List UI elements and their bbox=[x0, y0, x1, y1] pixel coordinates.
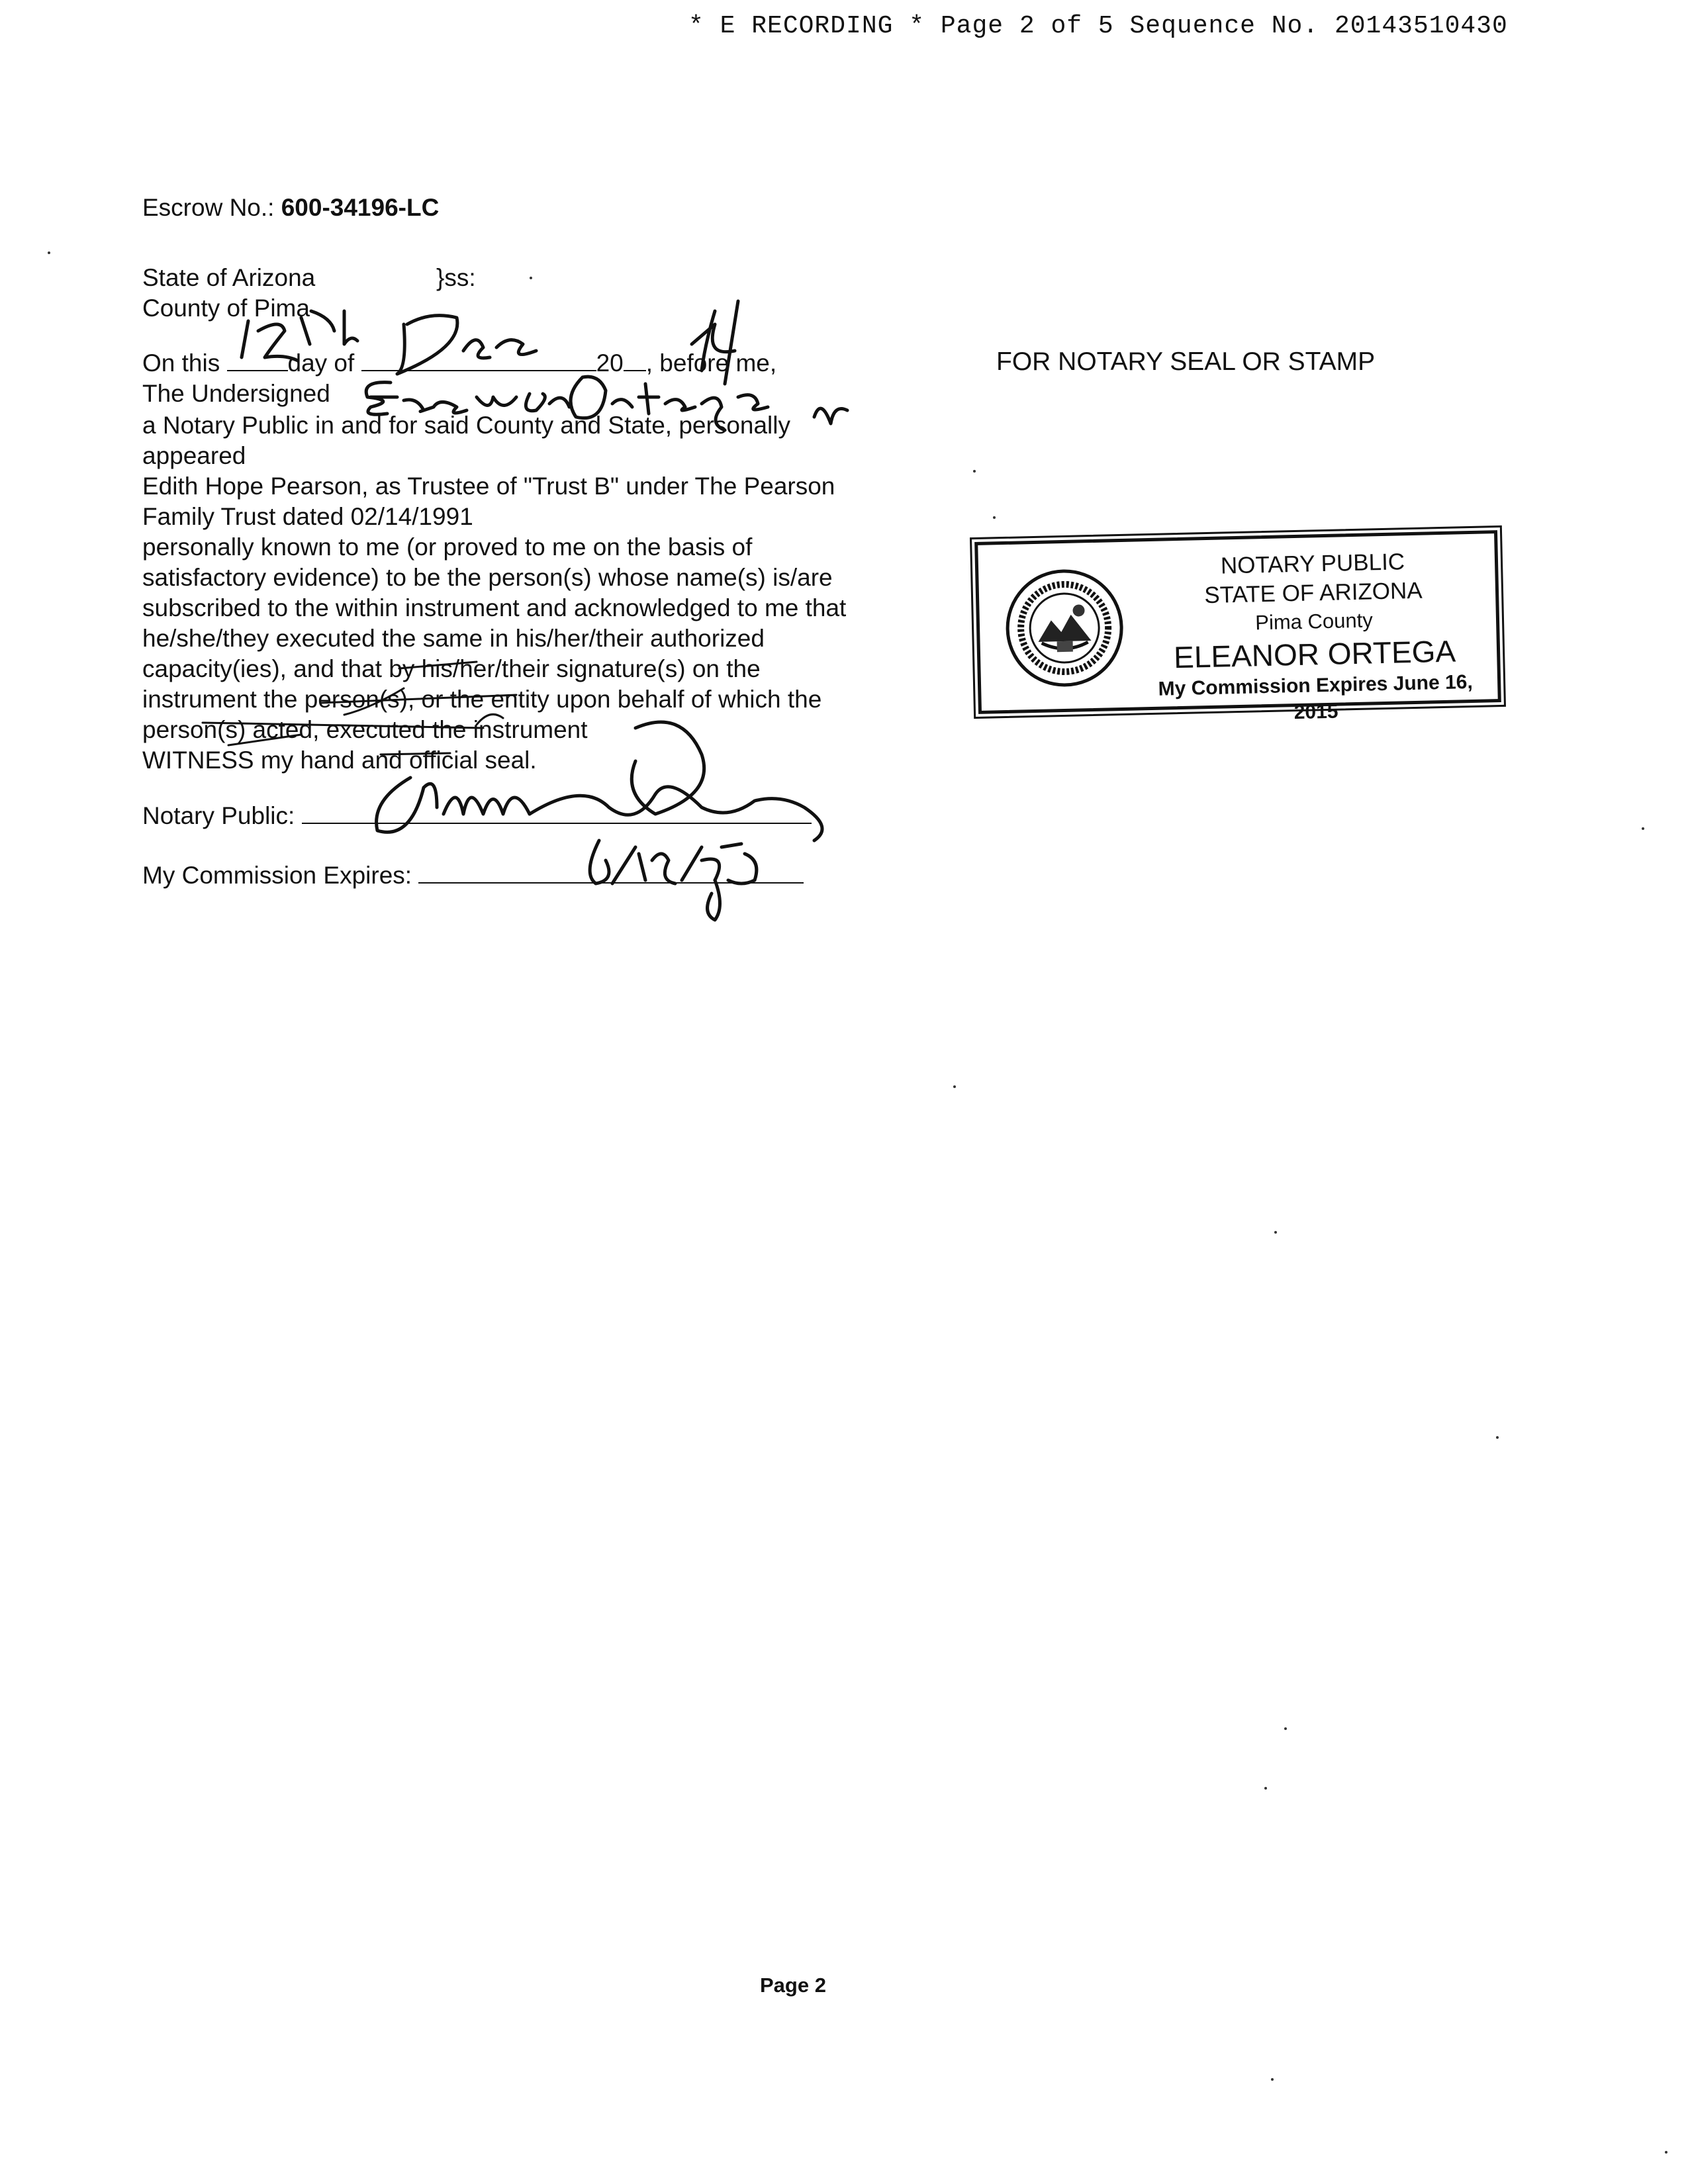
ack-line: satisfactory evidence) to be the person(s) whose name(s) is/are bbox=[142, 564, 833, 591]
stamp-text bbox=[1134, 545, 1495, 729]
ack-line: he/she/they executed the same in his/her/their authorized bbox=[142, 625, 765, 652]
scan-speck bbox=[48, 251, 50, 254]
ack-line: instrument the person(s), or the entity upon behalf of which the bbox=[142, 686, 822, 713]
notary-stamp bbox=[974, 530, 1501, 724]
scan-speck bbox=[1271, 2078, 1274, 2081]
scan-speck bbox=[530, 277, 532, 279]
commission-expires-line bbox=[142, 862, 804, 889]
notary-signature-line bbox=[142, 802, 812, 830]
venue-block bbox=[142, 263, 476, 324]
venue-state: State of Arizona bbox=[142, 264, 316, 291]
month-blank bbox=[361, 350, 596, 371]
acknowledgment-date-line bbox=[142, 349, 776, 377]
ack-line: person(s) acted, executed the instrument bbox=[142, 716, 588, 743]
great-seal-of-arizona-icon bbox=[1004, 567, 1125, 689]
ack-line: a Notary Public in and for said County and State, personally bbox=[142, 412, 791, 439]
day-blank bbox=[227, 350, 288, 371]
scan-speck bbox=[993, 516, 996, 519]
escrow-label: Escrow No.: bbox=[142, 194, 275, 221]
acknowledgment-text bbox=[142, 410, 923, 776]
signature-rule bbox=[302, 821, 812, 824]
escrow-number bbox=[142, 194, 439, 222]
ack-line: personally known to me (or proved to me on the basis of bbox=[142, 533, 753, 561]
on-this-label: On this bbox=[142, 349, 220, 377]
scan-speck bbox=[1284, 1727, 1287, 1730]
escrow-value: 600-34196-LC bbox=[281, 194, 440, 221]
stamp-state: STATE OF ARIZONA bbox=[1203, 577, 1423, 609]
ack-line: appeared bbox=[142, 442, 246, 469]
page-number: Page 2 bbox=[760, 1974, 826, 1997]
scan-speck bbox=[1642, 827, 1644, 830]
ack-line: Edith Hope Pearson, as Trustee of "Trust B" under The Pearson bbox=[142, 473, 835, 500]
undersigned-line bbox=[142, 380, 330, 408]
notary-public-label: Notary Public: bbox=[142, 802, 295, 829]
commission-rule bbox=[418, 881, 804, 884]
ack-line: Family Trust dated 02/14/1991 bbox=[142, 503, 473, 530]
scan-speck bbox=[1264, 1787, 1267, 1790]
notary-seal-area-label: FOR NOTARY SEAL OR STAMP bbox=[996, 347, 1376, 376]
year-blank bbox=[624, 350, 646, 371]
stamp-title: NOTARY PUBLIC bbox=[1220, 549, 1405, 579]
stamp-commission-expiry: My Commission Expires June 16, 2015 bbox=[1158, 670, 1474, 724]
undersigned-label: The Undersigned bbox=[142, 380, 330, 407]
stamp-notary-name: ELEANOR ORTEGA bbox=[1173, 633, 1456, 675]
before-me-label: , before me, bbox=[645, 349, 777, 377]
scan-speck bbox=[953, 1085, 956, 1088]
day-of-label: day of bbox=[287, 349, 355, 377]
scan-speck bbox=[1274, 1231, 1277, 1234]
commission-expires-label: My Commission Expires: bbox=[142, 862, 412, 889]
recording-header: * E RECORDING * Page 2 of 5 Sequence No. 20143510430 bbox=[688, 12, 1508, 40]
year-prefix: 20 bbox=[596, 349, 624, 377]
scan-speck bbox=[1665, 2151, 1667, 2154]
stamp-county: Pima County bbox=[1254, 608, 1374, 635]
ack-line: capacity(ies), and that by his/her/their signature(s) on the bbox=[142, 655, 761, 682]
scan-speck bbox=[973, 470, 976, 473]
ack-line: WITNESS my hand and official seal. bbox=[142, 747, 537, 774]
venue-ss: }ss: bbox=[436, 264, 476, 291]
ack-line: subscribed to the within instrument and acknowledged to me that bbox=[142, 594, 847, 621]
venue-county: County of Pima bbox=[142, 295, 310, 322]
scan-speck bbox=[1496, 1436, 1499, 1439]
